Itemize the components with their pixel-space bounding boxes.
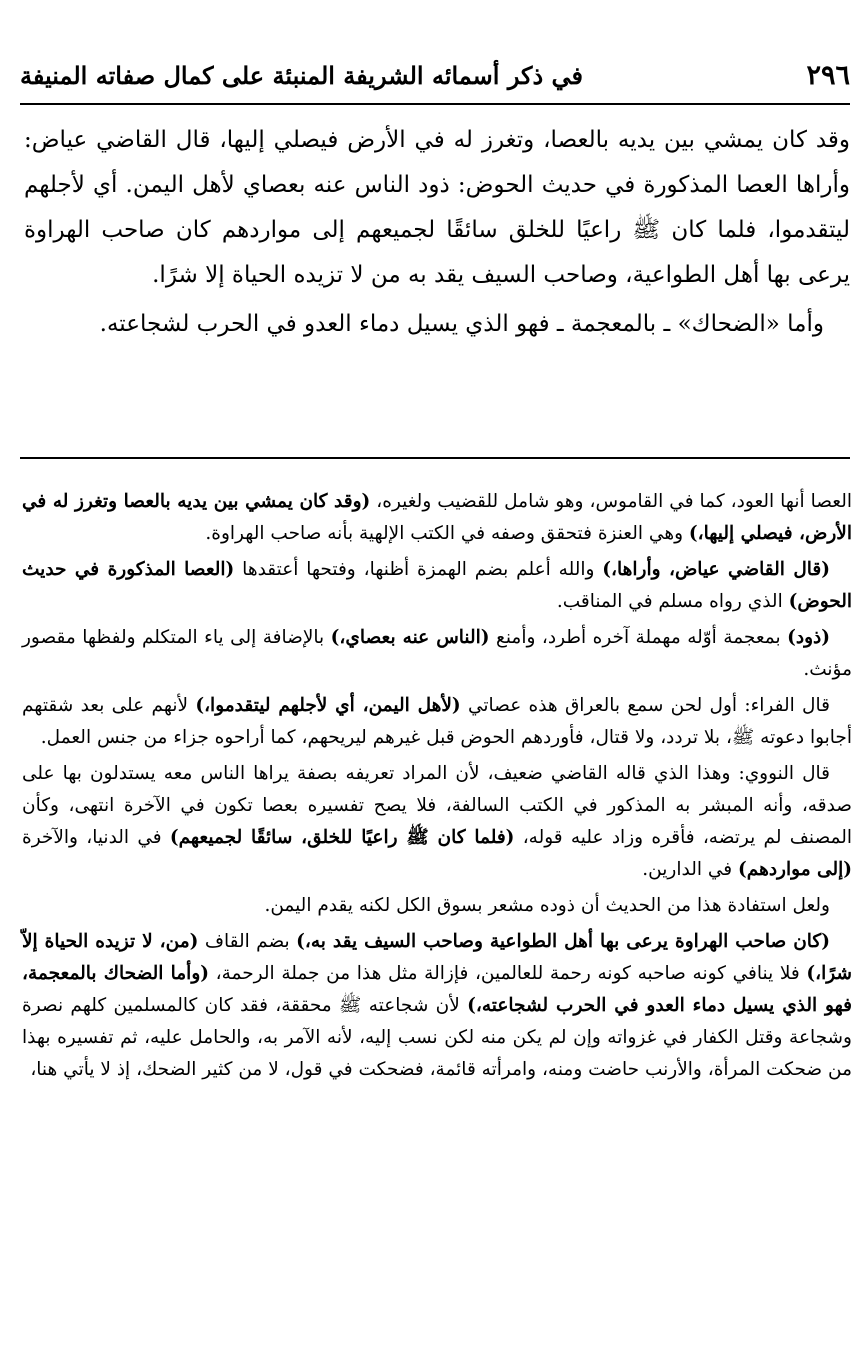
commentary-paragraph bbox=[22, 690, 852, 754]
commentary-paragraph bbox=[22, 890, 852, 922]
commentary-text-run: لأنهم على بعد شقتهم أجابوا دعوته ﷺ، بلا تردد، ولا قتال، فأوردهم الحوض قبل غيرهم ليريحهم، كما أراحوه جزاء من جنس العمل. bbox=[22, 695, 852, 748]
header-divider bbox=[20, 103, 850, 105]
commentary-text-run: في الدنيا، والآخرة bbox=[22, 827, 170, 848]
main-paragraph: وأما «الضحاك» ـ بالمعجمة ـ فهو الذي يسيل دماء العدو في الحرب لشجاعته. bbox=[99, 311, 824, 337]
commentary-text-run: ولعل استفادة هذا من الحديث أن ذوده مشعر بسوق الكل لكنه يقدم اليمن. bbox=[264, 895, 830, 916]
commentary-divider bbox=[20, 457, 850, 459]
quoted-main-text: (إلى مواردهم) bbox=[738, 859, 852, 880]
quoted-main-text: (لأهل اليمن، أي لأجلهم ليتقدموا،) bbox=[195, 695, 461, 716]
commentary-paragraph bbox=[22, 554, 852, 618]
commentary-text-run: الذي رواه مسلم في المناقب. bbox=[556, 591, 789, 612]
quoted-main-text: (كان صاحب الهراوة يرعى بها أهل الطواعية وصاحب السيف يقد به،) bbox=[296, 931, 830, 952]
main-paragraph: وقد كان يمشي بين يديه بالعصا، وتغرز له في الأرض فيصلي إليها، قال القاضي عياض: وأراها العصا المذكورة في حديث الحوض: ذود الناس عنه بعصاي لأهل اليمن. أي لأجلهم ليتقدموا، فلما كان ﷺ راعيًا للخلق سائقًا لجميعهم إلى مواردهم كان صاحب الهراوة يرعى بها أهل الطواعية، وصاحب السيف يقد به من لا تزيده الحياة إلا شرًا. bbox=[24, 127, 850, 288]
commentary-paragraph bbox=[22, 486, 852, 550]
commentary-text-run: بالإضافة إلى ياء المتكلم ولفظها مقصور مؤنث. bbox=[22, 627, 852, 680]
commentary-paragraph bbox=[22, 622, 852, 686]
quoted-main-text: (من، لا تزيده الحياة إلاّ شرًا،) bbox=[22, 931, 852, 984]
commentary-text-run: فلا ينافي كونه صاحبه كونه رحمة للعالمين، فإزالة مثل هذا من جملة الرحمة، bbox=[209, 963, 807, 984]
quoted-main-text: (وقد كان يمشي بين يديه بالعصا وتغرز له في الأرض، فيصلي إليها،) bbox=[22, 491, 852, 544]
commentary-text-run: قال الفراء: أول لحن سمع بالعراق هذه عصاتي bbox=[460, 695, 830, 716]
commentary-paragraph bbox=[22, 926, 852, 1086]
page-header bbox=[20, 52, 850, 98]
quoted-main-text: (قال القاضي عياض، وأراها،) bbox=[602, 559, 830, 580]
quoted-main-text: (الناس عنه بعصاي،) bbox=[330, 627, 490, 648]
commentary-text-run: قال النووي: وهذا الذي قاله القاضي ضعيف، لأن المراد تعريفه بصفة يراها الناس معه يستدلون بها على صدقه، وأنه المبشر به المذكور في الكتب السالفة، فلا يصح تفسيره بعصا تكون في الآخرة انتهى، وكأن المصنف لم يرتضه، فأقره وزاد عليه قوله، bbox=[22, 763, 852, 848]
quoted-main-text: (فلما كان ﷺ راعيًا للخلق، سائقًا لجميعهم) bbox=[169, 827, 515, 848]
quoted-main-text: (ذود) bbox=[787, 627, 830, 648]
commentary-text-run: لأن شجاعته ﷺ محققة، فقد كان كالمسلمين كلهم نصرة وشجاعة وقتل الكفار في غزواته وإن لم يكن منه لكن نسب إليه، لأنه الآمر به، والحامل عليه، ثم تفسيره بهذا من ضحكت المرأة، والأرنب حاضت ومنه، وامرأته قائمة، فضحكت في قول، لا من كثير الضحك، إذ لا يأتي هنا، bbox=[22, 995, 852, 1080]
commentary-paragraph bbox=[22, 758, 852, 886]
quoted-main-text: (العصا المذكورة في حديث الحوض) bbox=[22, 559, 852, 612]
commentary-text-run: بمعجمة أوّله مهملة آخره أطرد، وأمنع bbox=[489, 627, 788, 648]
quoted-main-text: (وأما الضحاك بالمعجمة، فهو الذي يسيل دماء العدو في الحرب لشجاعته،) bbox=[22, 963, 852, 1016]
commentary-text-run: في الدارين. bbox=[642, 859, 738, 880]
running-title: في ذكر أسمائه الشريفة المنبئة على كمال صفاته المنيفة bbox=[20, 60, 584, 90]
commentary-text bbox=[22, 486, 852, 1090]
commentary-text-run: والله أعلم بضم الهمزة أظنها، وفتحها أعتقدها bbox=[234, 559, 603, 580]
commentary-text-run: وهي العنزة فتحقق وصفه في الكتب الإلهية بأنه صاحب الهراوة. bbox=[205, 523, 689, 544]
commentary-text-run: العصا أنها العود، كما في القاموس، وهو شامل للقضيب ولغيره، bbox=[370, 491, 852, 512]
commentary-text-run: بضم القاف bbox=[198, 931, 297, 952]
main-text bbox=[24, 118, 850, 351]
page-number: ٢٩٦ bbox=[806, 59, 850, 91]
